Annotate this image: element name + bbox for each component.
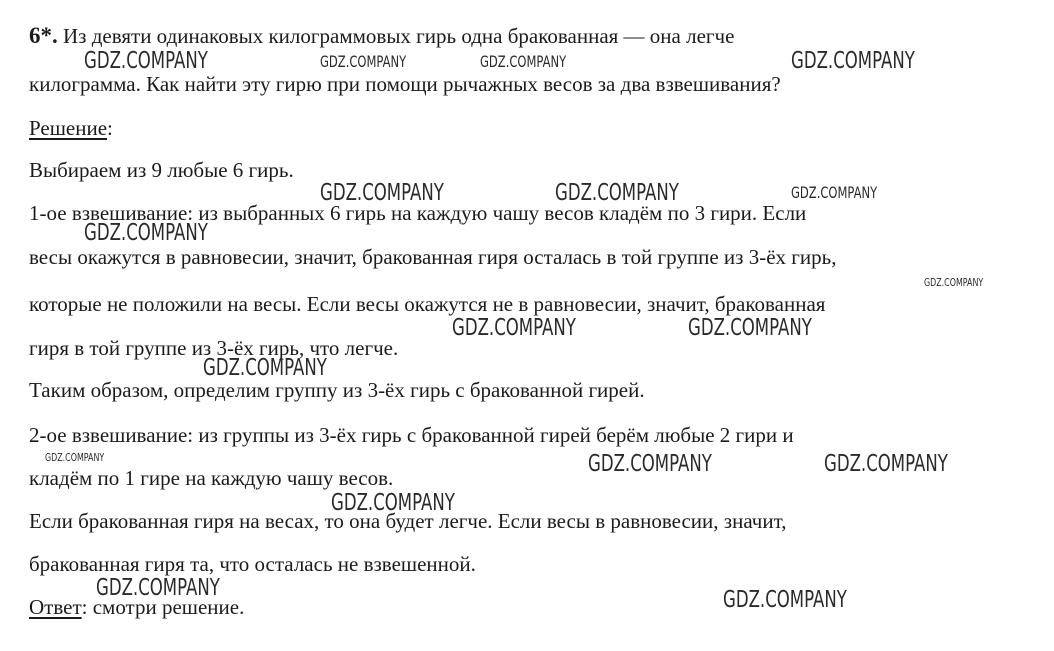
- watermark: GDZ.COMPANY: [84, 48, 208, 74]
- watermark: GDZ.COMPANY: [320, 52, 407, 71]
- solution-colon: :: [107, 116, 113, 140]
- watermark: GDZ.COMPANY: [320, 180, 444, 206]
- solution-line: 1-ое взвешивание: из выбранных 6 гирь на каждую чашу весов кладём по 3 гири. Если: [29, 201, 807, 225]
- watermark: GDZ.COMPANY: [791, 183, 878, 202]
- solution-line: 2-ое взвешивание: из группы из 3-ёх гирь с бракованной гирей берём любые 2 гири и: [29, 423, 794, 447]
- watermark: GDZ.COMPANY: [84, 220, 208, 246]
- solution-heading: [29, 116, 113, 140]
- solution-line: Выбираем из 9 любые 6 гирь.: [29, 158, 294, 182]
- solution-line: бракованная гиря та, что осталась не взвешенной.: [29, 552, 476, 576]
- watermark: GDZ.COMPANY: [96, 575, 220, 601]
- solution-line: кладём по 1 гире на каждую чашу весов.: [29, 466, 394, 490]
- watermark: GDZ.COMPANY: [924, 276, 984, 289]
- watermark: GDZ.COMPANY: [723, 587, 847, 613]
- watermark: GDZ.COMPANY: [824, 451, 948, 477]
- solution-line: Если бракованная гиря на весах, то она будет легче. Если весы в равновесии, значит,: [29, 509, 787, 533]
- task-line-2: килограмма. Как найти эту гирю при помощи рычажных весов за два взвешивания?: [29, 72, 781, 96]
- answer-label: Ответ: [29, 595, 82, 619]
- watermark: GDZ.COMPANY: [480, 52, 567, 71]
- task-text-1: Из девяти одинаковых килограммовых гирь одна бракованная — она легче: [63, 24, 735, 48]
- watermark: GDZ.COMPANY: [331, 490, 455, 516]
- task-number: 6*.: [29, 23, 58, 48]
- solution-line: весы окажутся в равновесии, значит, бракованная гиря осталась в той группе из 3-ёх гирь,: [29, 245, 837, 269]
- solution-line: которые не положили на весы. Если весы окажутся не в равновесии, значит, бракованная: [29, 292, 826, 316]
- watermark: GDZ.COMPANY: [203, 355, 327, 381]
- watermark: GDZ.COMPANY: [45, 451, 105, 464]
- answer-text: : смотри решение.: [81, 595, 245, 619]
- watermark: GDZ.COMPANY: [452, 315, 576, 341]
- answer-line: [29, 595, 244, 619]
- solution-label: Решение: [29, 116, 108, 140]
- watermark: GDZ.COMPANY: [791, 48, 915, 74]
- watermark: GDZ.COMPANY: [688, 315, 812, 341]
- solution-line: гиря в той группе из 3-ёх гирь, что легче.: [29, 336, 399, 360]
- watermark: GDZ.COMPANY: [588, 451, 712, 477]
- solution-line: Таким образом, определим группу из 3-ёх гирь с бракованной гирей.: [29, 378, 645, 402]
- watermark: GDZ.COMPANY: [555, 180, 679, 206]
- task-line-1: [29, 24, 734, 48]
